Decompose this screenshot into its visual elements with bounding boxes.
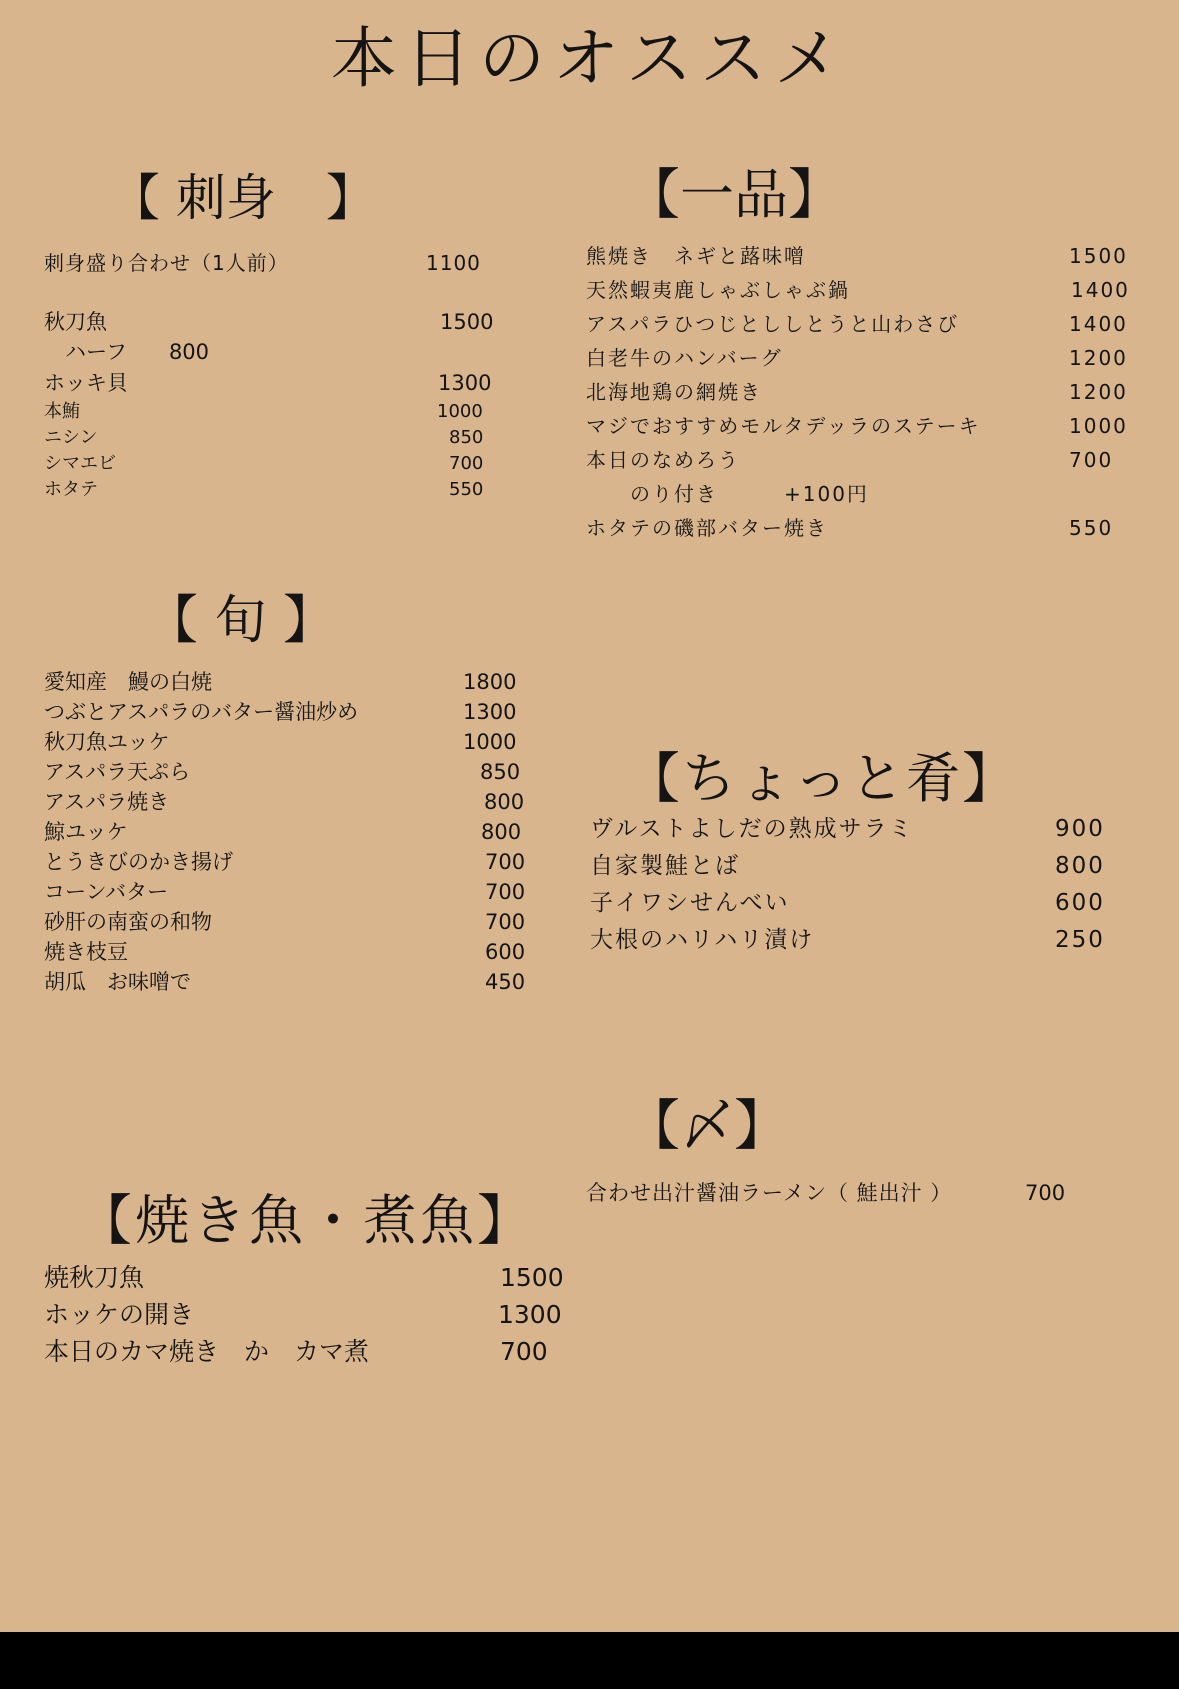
menu-item-name: 砂肝の南蛮の和物 <box>44 910 212 934</box>
yakizakana-heading: 【焼き魚・煮魚】 <box>78 1189 534 1252</box>
menu-item-name: アスパラひつじとししとうと山わさび <box>586 312 960 336</box>
menu-item-price: 1400 <box>1071 278 1130 302</box>
menu-item-price: 250 <box>1055 927 1105 953</box>
menu-item-name: ヴルストよしだの熟成サラミ <box>590 816 914 842</box>
menu-item-name: 本日のなめろう <box>586 448 740 472</box>
menu-item-price: 1500 <box>1069 244 1128 268</box>
menu-item-price: 1000 <box>1069 414 1128 438</box>
menu-item-name: ニシン <box>44 427 98 448</box>
menu-item-price: 450 <box>485 970 526 994</box>
menu-item-price: 1000 <box>463 730 517 754</box>
menu-item-name: 白老牛のハンバーグ <box>586 346 783 370</box>
menu-item-price: 800 <box>484 790 525 814</box>
page-title: 本日のオススメ <box>330 20 849 97</box>
menu-item-name: 子イワシせんべい <box>590 890 790 916</box>
menu-item-name: 胡瓜 お味噌で <box>44 970 191 994</box>
menu-item-price: 1400 <box>1069 312 1128 336</box>
menu-item-price: 1500 <box>440 310 494 334</box>
menu-item-name: アスパラ天ぷら <box>44 760 191 784</box>
ippin-heading: 【一品】 <box>626 163 842 226</box>
menu-item-name: 合わせ出汁醤油ラーメン（ 鮭出汁 ） <box>586 1181 953 1205</box>
menu-item-name: 本日のカマ焼き か カマ煮 <box>44 1337 370 1366</box>
menu-item-note: ハーフ 800 <box>44 340 210 364</box>
menu-item-name: コーンバター <box>44 880 169 904</box>
menu-item-name: つぶとアスパラのバター醤油炒め <box>44 700 359 724</box>
sashimi-heading: 【 刺身 】 <box>110 169 376 227</box>
menu-item-name: 本鮪 <box>44 401 80 422</box>
menu-item-price: 700 <box>485 850 526 874</box>
menu-item-price: 600 <box>485 940 526 964</box>
shime-heading: 【〆】 <box>626 1094 788 1157</box>
menu-item-name: ホッキ貝 <box>44 371 128 395</box>
menu-item-price: 1200 <box>1069 346 1128 370</box>
menu-item-name: 焼き枝豆 <box>44 940 128 964</box>
menu-item-price: 1300 <box>463 700 517 724</box>
menu-item-price: 1300 <box>498 1300 562 1329</box>
menu-item-name: 秋刀魚ユッケ <box>44 730 170 754</box>
menu-item-name: ホタテ <box>44 479 98 500</box>
chotto-heading: 【ちょっと肴】 <box>626 747 1018 810</box>
menu-item-name: 天然蝦夷鹿しゃぶしゃぶ鍋 <box>586 278 850 302</box>
menu-item-price: 700 <box>485 910 526 934</box>
menu-item-name: ホッケの開き <box>44 1300 195 1329</box>
menu-item-price: 700 <box>449 453 484 474</box>
menu-item-name: アスパラ焼き <box>44 790 170 814</box>
menu-item-name: 自家製鮭とば <box>590 853 740 879</box>
menu-item-price: 700 <box>500 1337 548 1366</box>
menu-item-name: ホタテの磯部バター焼き <box>586 516 828 540</box>
menu-item-price: 800 <box>481 820 522 844</box>
menu-item-name: 刺身盛り合わせ（1人前） <box>44 251 289 275</box>
menu-item-price: 900 <box>1055 816 1105 842</box>
menu-item-price: 800 <box>1055 853 1105 879</box>
menu-item-price: 700 <box>485 880 526 904</box>
menu-item-name: 愛知産 鰻の白焼 <box>44 670 212 694</box>
menu-item-price: 550 <box>1069 516 1114 540</box>
menu-item-name: 熊焼き ネギと蕗味噌 <box>586 244 806 268</box>
menu-item-price: 1100 <box>426 251 481 275</box>
menu-item-price: 850 <box>480 760 521 784</box>
menu-item-name: 大根のハリハリ漬け <box>590 927 815 953</box>
menu-item-name: 北海地鶏の網焼き <box>586 380 762 404</box>
menu-item-note: のり付き +100円 <box>586 482 869 506</box>
menu-item-name: マジでおすすめモルタデッラのステーキ <box>586 414 981 438</box>
menu-item-price: 850 <box>449 427 484 448</box>
menu-item-price: 1800 <box>463 670 517 694</box>
shun-heading: 【 旬 】 <box>146 591 336 651</box>
menu-item-name: 秋刀魚 <box>44 310 107 334</box>
menu-item-price: 1500 <box>500 1263 564 1292</box>
menu-item-name: 焼秋刀魚 <box>44 1263 145 1292</box>
menu-item-name: シマエビ <box>44 453 116 474</box>
menu-item-name: 鯨ユッケ <box>44 820 128 844</box>
menu-item-price: 550 <box>449 479 484 500</box>
menu-item-price: 600 <box>1055 890 1105 916</box>
menu-item-price: 1200 <box>1069 380 1128 404</box>
menu-item-price: 700 <box>1025 1181 1066 1205</box>
menu-item-price: 700 <box>1069 448 1114 472</box>
menu-item-price: 1300 <box>438 371 492 395</box>
menu-item-price: 1000 <box>437 401 483 422</box>
menu-item-name: とうきびのかき揚げ <box>44 850 233 874</box>
